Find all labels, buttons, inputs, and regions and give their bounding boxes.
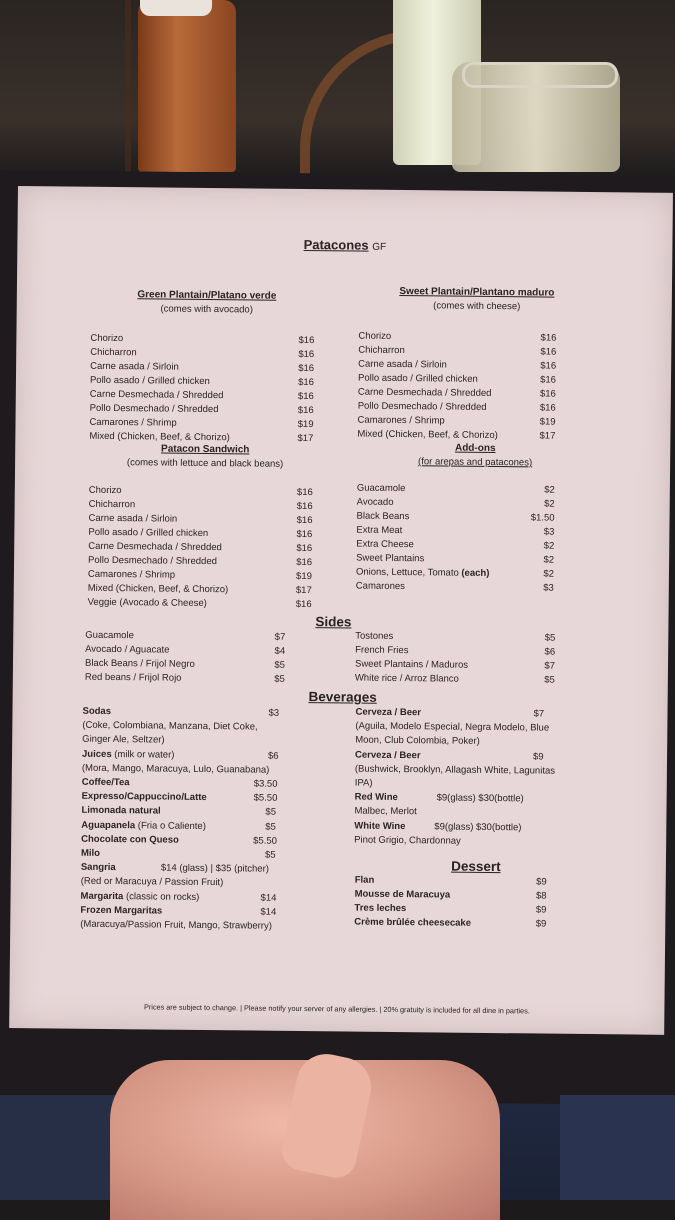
list-item: Guacamole $2 <box>356 482 555 496</box>
bev-sodas: Sodas $3 <box>82 705 280 719</box>
list-item: Sweet Plantains $2 <box>356 552 555 566</box>
list-item: Chicharron $16 <box>90 346 315 361</box>
green-plantain-list <box>89 332 314 446</box>
list-item: White rice / Arroz Blanco $5 <box>354 672 555 686</box>
list-item: Sweet Plantains / Maduros $7 <box>354 658 556 672</box>
dessert-heading: Dessert <box>451 858 501 875</box>
list-item: Carne Desmechada / Shredded $16 <box>88 540 313 555</box>
title-text: Patacones <box>303 236 369 253</box>
sides-heading: Sides <box>315 614 352 630</box>
bev-note: IPA) <box>354 777 373 789</box>
beverages-left <box>80 705 342 935</box>
bev-note: (Coke, Colombiana, Manzana, Diet Coke, <box>82 719 258 733</box>
bev-note: (Red or Maracuya / Passion Fruit) <box>80 876 224 889</box>
list-item: Extra Meat $3 <box>356 524 555 538</box>
addons-list <box>356 482 555 596</box>
list-item: Chicharron $16 <box>358 344 557 358</box>
sleeve <box>0 1095 120 1200</box>
sides-right-list <box>355 630 556 688</box>
bev-juices: Juices (milk or water) $6 <box>81 748 279 762</box>
list-item: Mousse de Maracuya $8 <box>354 888 547 902</box>
list-item: French Fries $6 <box>355 644 556 658</box>
bev-frozen: Frozen Margaritas $14 <box>80 904 277 918</box>
menu-page <box>9 186 673 1035</box>
list-item: Carne asada / Sirloin $16 <box>358 358 557 372</box>
bev-note: Malbec, Merlot <box>354 805 417 818</box>
sandwich-note: (comes with lettuce and black beans) <box>126 457 284 470</box>
list-item: Pollo asado / Grilled chicken $16 <box>89 374 315 389</box>
list-item: Pollo asado / Grilled chicken $16 <box>357 372 557 386</box>
list-item: Camarones $3 <box>355 580 554 594</box>
sweet-plantain-list <box>357 330 556 444</box>
sandwich-list <box>88 484 313 612</box>
list-item: Camarones / Shrimp $19 <box>87 568 312 583</box>
list-item: Chicharron $16 <box>88 498 313 513</box>
list-item: Avocado $2 <box>356 496 555 510</box>
green-plantain-note: (comes with avocado) <box>160 303 253 316</box>
bev-note: Pinot Grigio, Chardonnay <box>354 834 461 847</box>
green-plantain-heading: Green Plantain/Platano verde <box>137 289 277 302</box>
list-item: Black Beans $1.50 <box>356 510 555 524</box>
list-item: Crème brûlée cheesecake $9 <box>354 916 547 930</box>
gluten-free-tag: GF <box>372 241 387 253</box>
bev-red-wine: Red Wine $9(glass) $30(bottle) <box>354 791 524 805</box>
bev-beer1: Cerveza / Beer $7 <box>355 706 545 720</box>
list-item: Onions, Lettuce, Tomato (each) $2 <box>355 566 555 580</box>
list-item: Carne asada / Sirloin $16 <box>90 360 315 375</box>
list-item: Avocado / Aguacate $4 <box>85 643 286 657</box>
list-item: Flan $9 <box>354 874 547 888</box>
list-item: Tostones $5 <box>355 630 556 644</box>
list-item: Carne Desmechada / Shredded $16 <box>357 386 556 400</box>
bev-note: Moon, Club Colombia, Poker) <box>355 734 480 748</box>
menu-footer: Prices are subject to change. | Please notify your server of any allergies. | 20% gratuity is included for all dine in parties. <box>143 1002 530 1016</box>
list-item: Mixed (Chicken, Beef, & Chorizo) $17 <box>357 428 556 442</box>
bev-margarita: Margarita (classic on rocks) $14 <box>80 890 277 904</box>
list-item: Mixed (Chicken, Beef, & Chorizo) $17 <box>87 582 312 597</box>
bev-aguapanela: Aguapanela (Fria o Caliente) $5 <box>81 819 276 833</box>
bev-expresso: Expresso/Cappuccino/Latte $5.50 <box>81 790 278 804</box>
menu-title <box>17 234 672 256</box>
bev-note: (Maracuya/Passion Fruit, Mango, Strawberry) <box>80 918 272 932</box>
bev-chocolate: Chocolate con Queso $5.50 <box>81 833 277 847</box>
bev-note: (Mora, Mango, Maracuya, Lulo, Guanabana) <box>81 762 270 776</box>
list-item: Chorizo $16 <box>90 332 315 347</box>
list-item: Red beans / Frijol Rojo $5 <box>84 671 285 685</box>
dessert-list <box>354 874 547 932</box>
bev-limonada: Limonada natural $5 <box>81 805 277 819</box>
list-item: Camarones / Shrimp $19 <box>357 414 556 428</box>
list-item: Camarones / Shrimp $19 <box>89 416 314 431</box>
bev-note: (Aguila, Modelo Especial, Negra Modelo, Blue <box>355 720 550 734</box>
list-item: Carne Desmechada / Shredded $16 <box>89 388 314 403</box>
chair <box>0 0 131 181</box>
list-item: Carne asada / Sirloin $16 <box>88 512 313 527</box>
bev-milo: Milo $5 <box>80 847 276 861</box>
list-item: Pollo Desmechado / Shredded $16 <box>357 400 556 414</box>
addons-heading: Add-ons <box>454 442 496 455</box>
list-item: Chorizo $16 <box>88 484 313 499</box>
beverages-right <box>354 706 615 851</box>
bev-white-wine: White Wine $9(glass) $30(bottle) <box>354 820 522 833</box>
bev-beer2: Cerveza / Beer $9 <box>355 749 544 763</box>
list-item: Pollo asado / Grilled chicken $16 <box>88 526 313 541</box>
list-item: Pollo Desmechado / Shredded $16 <box>88 554 313 569</box>
bottle-cap <box>140 0 212 16</box>
sleeve <box>560 1095 675 1200</box>
beverages-heading: Beverages <box>308 689 377 705</box>
list-item: Chorizo $16 <box>358 330 557 344</box>
sandwich-heading: Patacon Sandwich <box>161 443 250 456</box>
bev-note: (Bushwick, Brooklyn, Allagash White, Lagunitas <box>354 763 556 777</box>
sauce-bottle <box>138 0 236 172</box>
bev-note: Ginger Ale, Seltzer) <box>82 734 165 746</box>
list-item: Black Beans / Frijol Negro $5 <box>84 657 286 671</box>
list-item: Pollo Desmechado / Shredded $16 <box>89 402 314 417</box>
sides-left-list <box>85 629 286 687</box>
bev-sangria: Sangria $14 (glass) | $35 (pitcher) <box>80 861 269 875</box>
list-item: Tres leches $9 <box>354 902 547 916</box>
jar-rim <box>462 62 618 88</box>
list-item: Guacamole $7 <box>85 629 286 643</box>
addons-note: (for arepas and patacones) <box>418 456 533 469</box>
sweet-plantain-note: (comes with cheese) <box>433 300 521 313</box>
bev-coffee: Coffee/Tea $3.50 <box>81 776 278 790</box>
sweet-plantain-heading: Sweet Plantain/Plantano maduro <box>399 286 555 299</box>
list-item: Extra Cheese $2 <box>356 538 555 552</box>
list-item: Veggie (Avocado & Cheese) $16 <box>87 596 312 611</box>
list-item: Mixed (Chicken, Beef, & Chorizo) $17 <box>89 430 314 445</box>
